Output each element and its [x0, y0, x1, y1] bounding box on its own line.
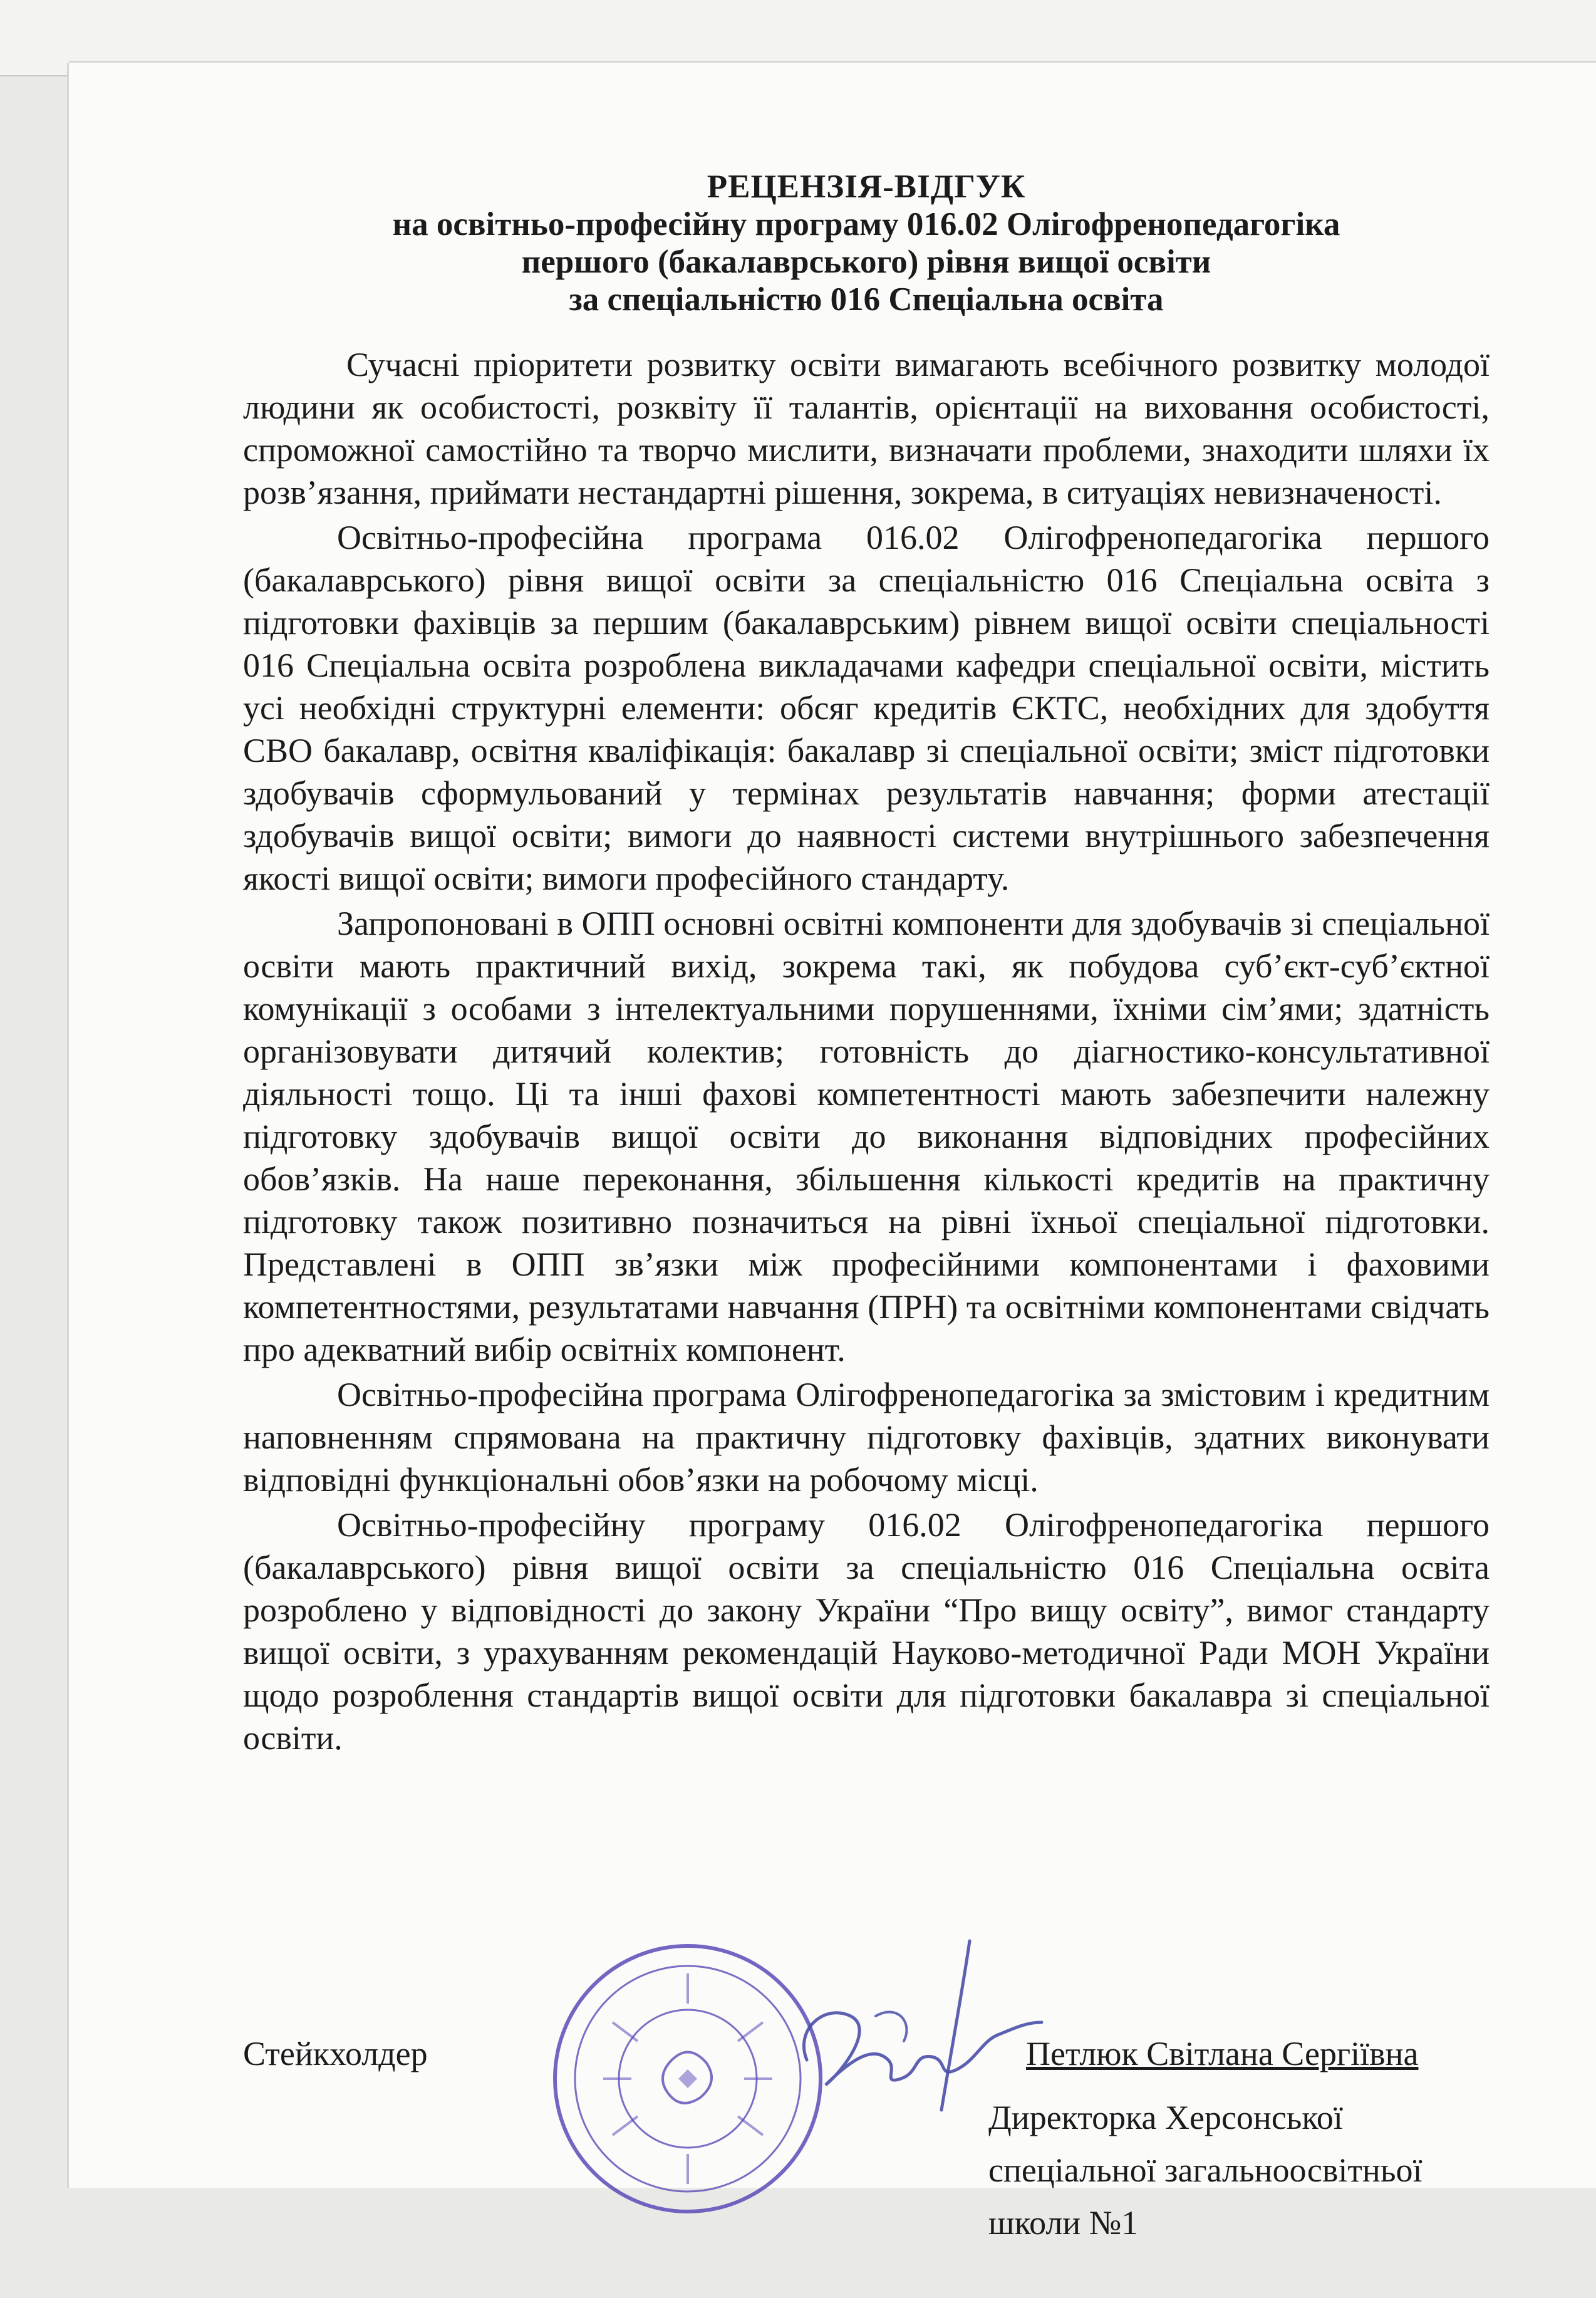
document-page: [69, 63, 1596, 2242]
subtitle-line-1: на освітньо-професійну програму 016.02 Олігофренопедагогіка: [392, 206, 1340, 242]
signer-position: Директорка Херсонської спеціальної загальноосвітньої школи №1: [988, 2099, 1422, 2242]
paragraph-4: Освітньо-професійна програма Олігофренопедагогіка за змістовим і кредитним наповненням спрямована на практичну підготовку фахівців, здатних виконувати відповідні функціональні обов’язки на робочому місці.: [243, 1376, 1490, 1499]
paragraph-3: Запропоновані в ОПП основні освітні компоненти для здобувачів зі спеціальної освіти мають практичний вихід, зокрема такі, як побудова суб’єкт-суб’єктної комунікації з особами з інтелектуальними порушеннями, їхніми сім’ями; здатність організовувати дитячий колектив; готовність до діагностико-консультативної діяльності тощо. Ці та інші фахові компетентності мають забезпечити належну підготовку здобувачів вищої освіти до виконання відповідних професійних обов’язків. На наше переконання, збільшення кількості кредитів на практичну підготовку також позитивно позначиться на рівні їхньої спеціальної підготовки. Представлені в ОПП зв’язки між професійними компонентами і фаховими компетентностями, результатами навчання (ПРН) та освітніми компонентами свідчать про адекватний вибір освітніх компонент.: [243, 905, 1490, 1368]
document-content: [243, 168, 1490, 2242]
signer-name: Петлюк Світлана Сергіївна: [1026, 2035, 1419, 2072]
title-block: [243, 168, 1490, 318]
paragraph-5: Освітньо-професійну програму 016.02 Олігофренопедагогіка першого (бакалаврського) рівня вищої освіти за спеціальністю 016 Спеціальна освіта розроблено у відповідності до закону України “Про вищу освіту”, вимог стандарту вищої освіти, з урахуванням рекомендацій Науково-методичної Ради МОН України щодо розроблення стандартів вищої освіти для підготовки бакалавра зі спеціальної освіти.: [243, 1506, 1490, 1757]
paragraph-2: Освітньо-професійна програма 016.02 Олігофренопедагогіка першого (бакалаврського) рівня вищої освіти за спеціальністю 016 Спеціальна освіта з підготовки фахівців за першим (бакалаврським) рівнем вищої освіти спеціальності 016 Спеціальна освіта розроблена викладачами кафедри спеціальної освіти, містить усі необхідні структурні елементи: обсяг кредитів ЄКТС, необхідних для здобуття СВО бакалавр, освітня кваліфікація: бакалавр зі спеціальної освіти; зміст підготовки здобувачів сформульований у термінах результатів навчання; форми атестації здобувачів вищої освіти; вимоги до наявності системи внутрішнього забезпечення якості вищої освіти; вимоги професійного стандарту.: [243, 519, 1490, 897]
handwritten-signature: [782, 1928, 1051, 2116]
subtitle-line-2: першого (бакалаврського) рівня вищої освіти: [521, 244, 1211, 280]
paragraph-1: Сучасні пріоритети розвитку освіти вимагають всебічного розвитку молодої людини як особистості, розквіту її талантів, орієнтації на виховання особистості, спроможної самостійно та творчо мислити, визначати проблеми, знаходити шляхи їх розв’язання, приймати нестандартні рішення, зокрема, в ситуаціях невизначеності.: [243, 346, 1490, 511]
signature-block: [243, 2035, 1496, 2298]
stakeholder-label: Стейкхолдер: [243, 2035, 428, 2072]
subtitle-line-3: за спеціальністю 016 Спеціальна освіта: [569, 281, 1164, 318]
document-title: РЕЦЕНЗІЯ-ВІДГУК: [707, 169, 1026, 205]
